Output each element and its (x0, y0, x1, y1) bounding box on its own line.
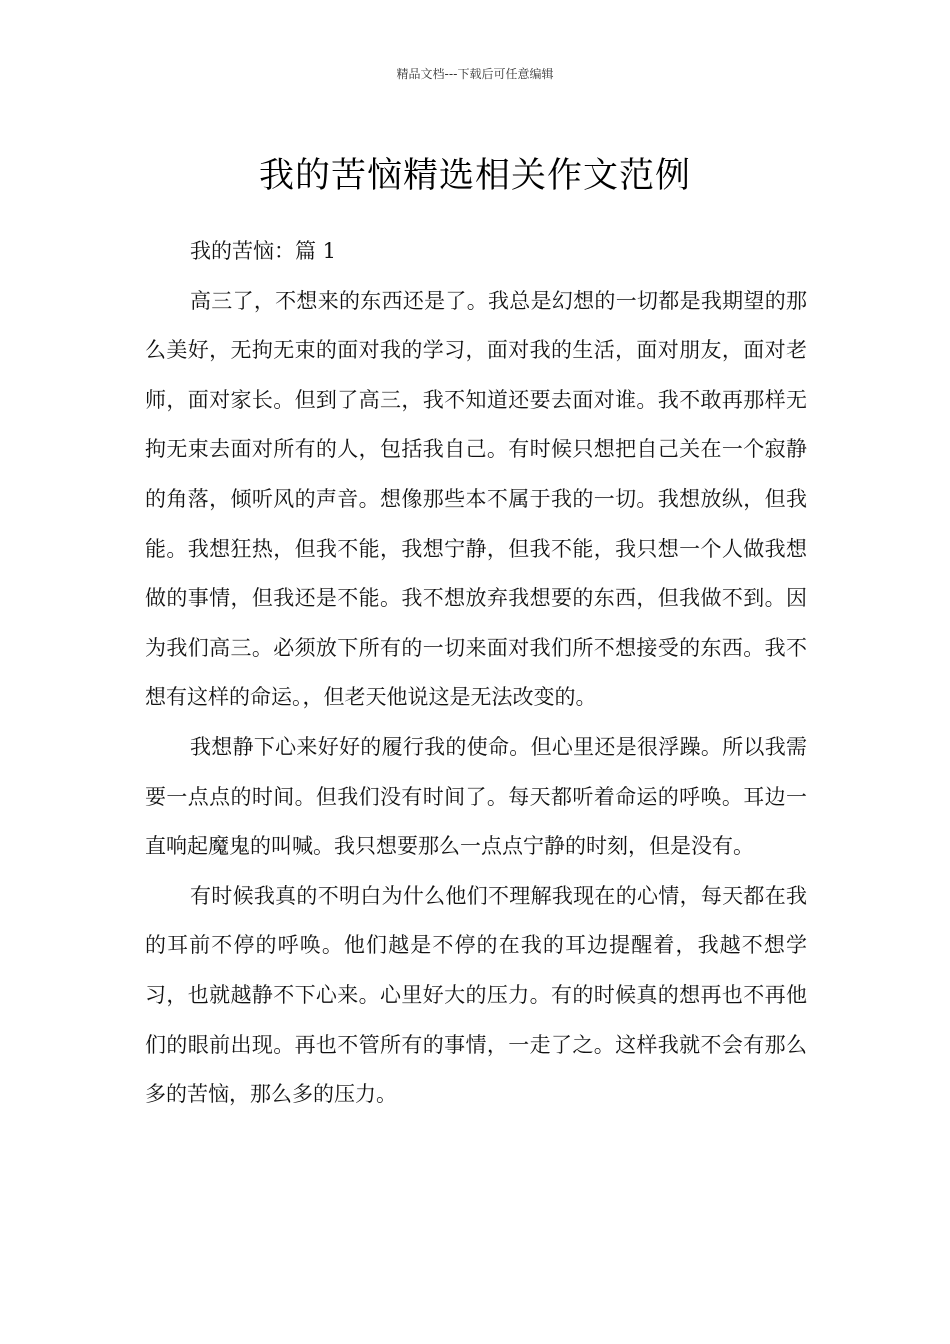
paragraph-2: 我想静下心来好好的履行我的使命。但心里还是很浮躁。所以我需要一点点的时间。但我们没有时间了。每天都听着命运的呼唤。耳边一直响起魔鬼的叫喊。我只想要那么一点点宁静的时刻，但是没有。 (145, 734, 807, 859)
header-note: 精品文档---下载后可任意编辑 (396, 67, 554, 81)
section-heading: 我的苦恼：篇 1 (190, 239, 337, 263)
document-title: 我的苦恼精选相关作文范例 (258, 156, 691, 197)
paragraph-3: 有时候我真的不明白为什么他们不理解我现在的心情，每天都在我的耳前不停的呼唤。他们越是不停的在我的耳边提醒着，我越不想学习，也就越静不下心来。心里好大的压力。有的时候真的想再也不再他们的眼前出现。再也不管所有的事情，一走了之。这样我就不会有那么多的苦恼，那么多的压力。 (145, 883, 807, 1107)
paragraph-1: 高三了，不想来的东西还是了。我总是幻想的一切都是我期望的那么美好，无拘无束的面对我的学习，面对我的生活，面对朋友，面对老师，面对家长。但到了高三，我不知道还要去面对谁。我不敢再那样无拘无束去面对所有的人，包括我自己。有时候只想把自己关在一个寂静的角落，倾听风的声音。想像那些本不属于我的一切。我想放纵，但我能。我想狂热，但我不能，我想宁静，但我不能，我只想一个人做我想做的事情，但我还是不能。我不想放弃我想要的东西，但我做不到。因为我们高三。必须放下所有的一切来面对我们所不想接受的东西。我不想有这样的命运。，但老天他说这是无法改变的。 (145, 288, 807, 710)
document-body (145, 227, 807, 1120)
